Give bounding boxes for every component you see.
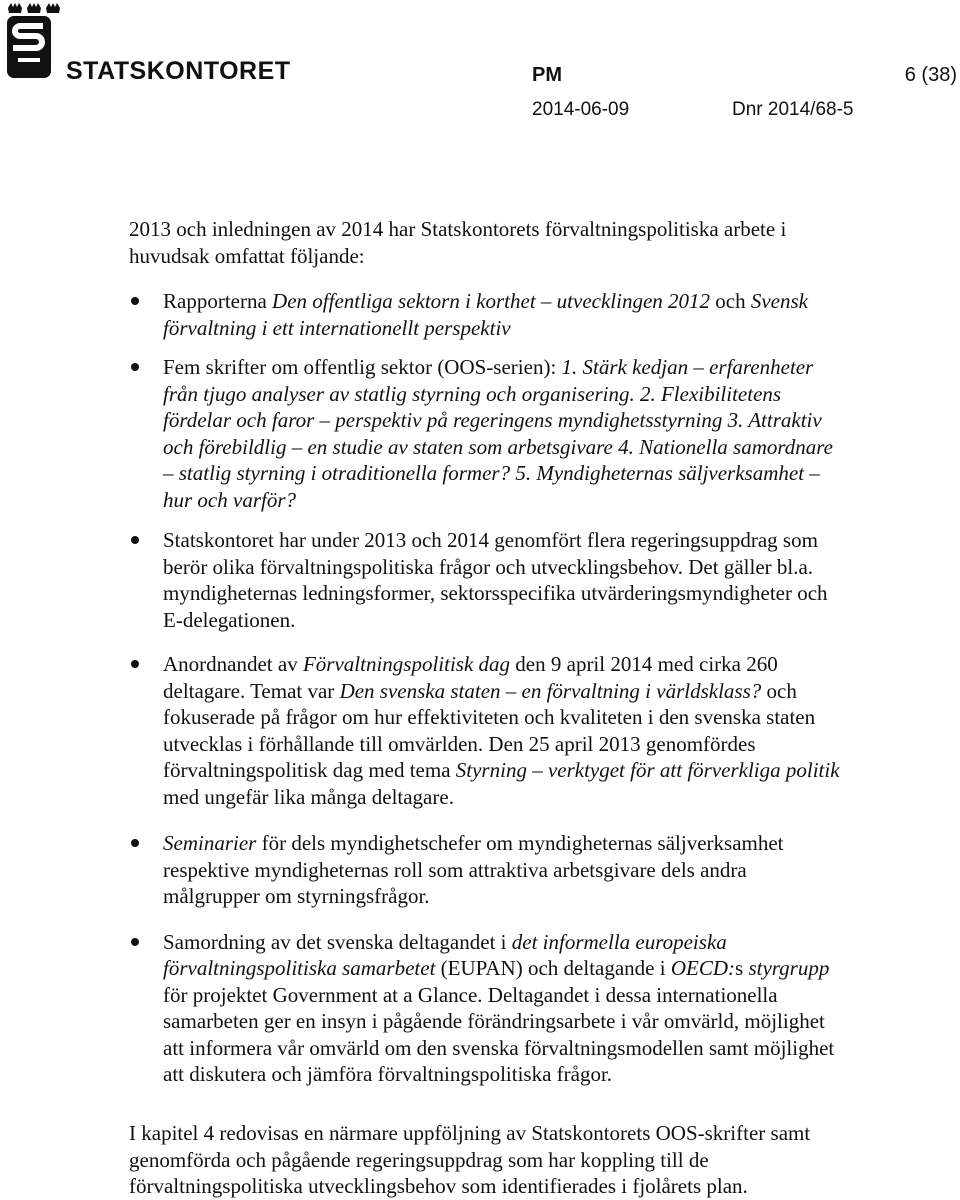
- document-dnr: Dnr 2014/68-5: [732, 99, 854, 120]
- document-date: 2014-06-09: [532, 99, 630, 120]
- list-item: Samordning av det svenska deltagandet i det informella europeiska förvaltningspolitiska samarbetet (EUPAN) och deltagande i OECD:s styrgrupp för projektet Government at a Glance. Deltagandet i dessa internationella samarbeten ger en insyn i pågående förändringsarbete i vår omvärld, möjlighet att informera vår omvärld om den svenska förvaltningsmodellen samt möjlighet att diskutera och jämföra förvaltningspolitiska frågor.: [129, 929, 845, 1088]
- crowns-s-emblem-icon: [4, 2, 64, 82]
- activity-list: [129, 288, 845, 1101]
- list-item: Statskontoret har under 2013 och 2014 genomfört flera regeringsuppdrag som berör olika förvaltningspolitiska frågor och utvecklingsbehov. Det gäller bl.a. myndigheternas ledningsformer, sektorsspecifika utvärderingsmyndigheter och E-delegationen.: [129, 527, 845, 633]
- logo-wordmark: STATSKONTORET: [66, 57, 291, 85]
- statskontoret-logo: [4, 2, 304, 85]
- closing-paragraph: I kapitel 4 redovisas en närmare uppföljning av Statskontorets OOS-skrifter samt genomförda och pågående regeringsuppdrag som har koppling till de förvaltningspolitiska utvecklingsbehov som identifierades i fjolårets plan.: [129, 1121, 811, 1198]
- list-item: Seminarier för dels myndighetschefer om myndigheternas säljverksamhet respektive myndigheternas roll som attraktiva arbetsgivare dels andra målgrupper om styrningsfrågor.: [129, 830, 845, 910]
- page-number: 6 (38): [904, 64, 957, 86]
- list-item: Fem skrifter om offentlig sektor (OOS-serien): 1. Stärk kedjan – erfarenheter från tjugo analyser av statlig styrning och organisering. 2. Flexibilitetens fördelar och faror – perspektiv på regeringens myndighetsstyrning 3. Attraktiv och förebildlig – en studie av staten som arbetsgivare 4. Nationella samordnare – statlig styrning i otraditionella former? 5. Myndigheternas säljverksamhet – hur och varför?: [129, 354, 845, 513]
- list-item: Rapporterna Den offentliga sektorn i korthet – utvecklingen 2012 och Svensk förvaltning i ett internationellt perspektiv: [129, 288, 845, 341]
- list-item: Anordnandet av Förvaltningspolitisk dag den 9 april 2014 med cirka 260 deltagare. Temat var Den svenska staten – en förvaltning i världsklass? och fokuserade på frågor om hur effektiviteten och kvaliteten i den svenska staten utvecklas i förhållande till omvärlden. Den 25 april 2013 genomfördes förvaltningspolitisk dag med tema Styrning – verktyget för att förverkliga politik med ungefär lika många deltagare.: [129, 651, 845, 810]
- intro-paragraph: 2013 och inledningen av 2014 har Statskontorets förvaltningspolitiska arbete i huvudsak omfattat följande:: [129, 217, 787, 268]
- document-type: PM: [532, 64, 562, 86]
